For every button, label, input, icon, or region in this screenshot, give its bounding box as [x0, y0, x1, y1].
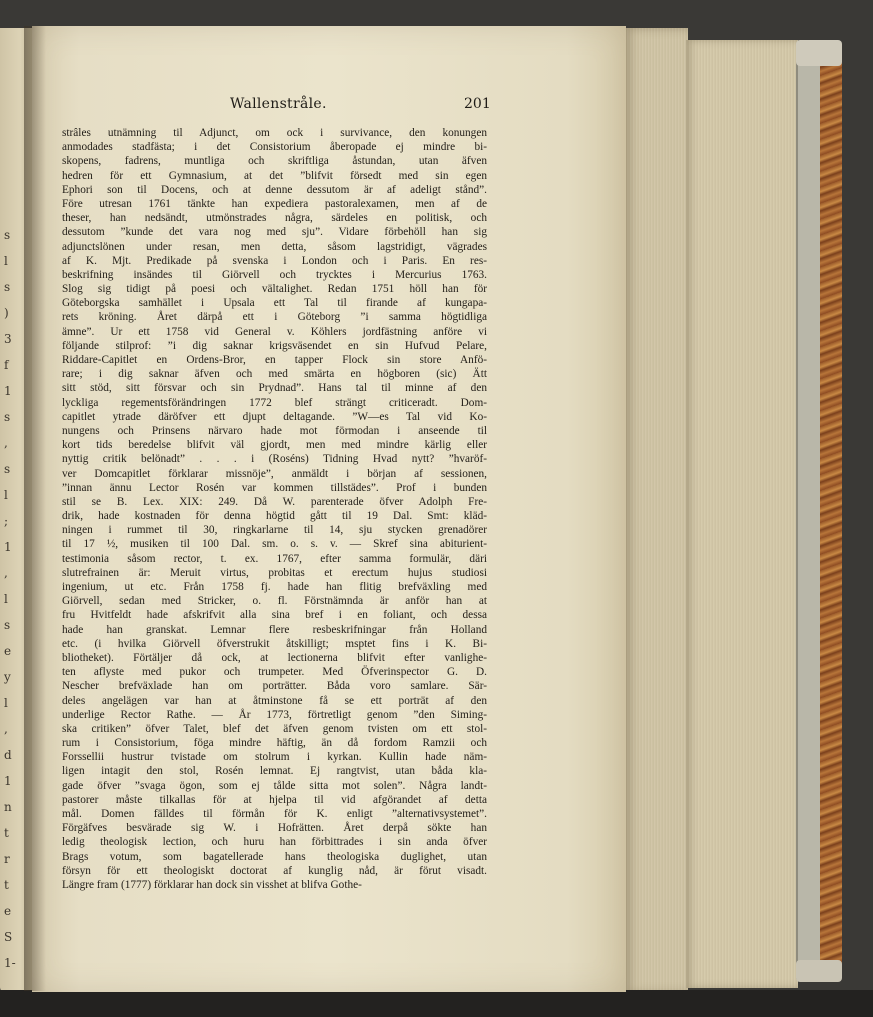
text-line: ver Domcapitlet förklarar missnöje”, anmäldt i början af sessionen,: [62, 467, 487, 480]
text-line: ”innan ännu Lector Rosén var kommen tillstädes”. Prof i bunden: [62, 481, 487, 494]
text-line: Riddare-Capitlet en Ordens-Bror, en tapper Flock sin store Anfö-: [62, 354, 487, 366]
margin-fragment: l: [4, 696, 8, 710]
text-line: adjunctslönen under resan, men detta, såsom lagstridigt, vägrades: [62, 240, 487, 253]
text-line: testimonia såsom rector, t. ex. 1767, efter samma formulär, däri: [62, 552, 487, 565]
margin-fragment: s: [4, 462, 11, 476]
margin-fragment: 1: [4, 384, 12, 398]
text-line: sitt stöd, sitt försvar och sin Prydnad”. Hans tal til minne af den: [62, 382, 487, 395]
text-line: Forssellii hustrur tvistade om stolrum i kyrkan. Kullin hade näm-: [62, 751, 487, 764]
text-line: ämne”. Ur ett 1758 vid General v. Köhlers jordfästning anföre vi: [62, 325, 487, 338]
text-line: skopens, fadrens, muntliga och skriftliga åstundan, utan äfven: [62, 155, 487, 168]
text-line: Giörvell, sedan med Stricker, o. fl. Förstnämnda är anför han at: [62, 595, 487, 608]
text-line: följande stilprof: ”i dig saknar krigsväsendet en sin Hufvud Pelare,: [62, 339, 487, 352]
margin-fragment: l: [4, 488, 8, 502]
table-surface: [0, 990, 873, 1017]
text-line: underlige Rector Rathe. — År 1773, förtretligt genom ”den Siming-: [62, 708, 487, 721]
page-gutter-shadow: [24, 26, 46, 991]
page-number: 201: [464, 96, 491, 112]
text-line: bliotheket). Förtäljer då ock, at lectionerna blifvit efter vanlighe-: [62, 651, 487, 664]
text-line: til 17 ½, musiken til 100 Dal. sm. o. s. v. — Skref sina abiturient-: [62, 538, 487, 551]
text-line: Slog sig tidigt på poesi och vältalighet. Redan 1751 höll han för: [62, 283, 487, 296]
margin-fragment: s: [4, 280, 11, 294]
margin-fragment: ;: [4, 514, 9, 528]
text-line: mål. Domen fälldes til förmån för K. enligt ”alternativsystemet”.: [62, 808, 487, 820]
margin-fragment: s: [4, 410, 11, 424]
text-line: stil se B. Lex. XIX: 249. Då W. parenterade öfver Adolph Fre-: [62, 495, 487, 508]
margin-fragment: l: [4, 592, 8, 606]
margin-fragment: e: [4, 904, 12, 918]
running-head: Wallenstråle.: [230, 96, 327, 112]
text-line: rare; i dig saknar äfven och med smärta en högboren (sic) Ätt: [62, 368, 487, 381]
page-edges: [624, 28, 688, 993]
margin-fragment: l: [4, 254, 8, 268]
body-text: [62, 126, 487, 892]
margin-fragment: 1: [4, 540, 12, 554]
text-line: rum i Consistorium, föga mindre häftig, än då fordom Ramzii och: [62, 737, 487, 750]
cover-corner-top: [796, 40, 842, 66]
text-line: etc. (i hvilka Giörvell öfverstrukit åtskilligt; msptet fins i K. Bi-: [62, 637, 487, 650]
text-line: beskrifning insändes til Giörvell och trycktes i Mercurius 1763.: [62, 268, 487, 281]
text-line: capitlet ytrade däröfver ett djupt deltagande. ”W—es Tal vid Ko-: [62, 410, 487, 423]
text-line: Göteborgska samhället i Upsala ett Tal til firande af kungapa-: [62, 297, 487, 310]
text-line: Ephori son til Docens, och at denne dessutom är af adeligt stånd”.: [62, 183, 487, 196]
text-line: deles angelägen var han at åtminstone få se ett porträt af den: [62, 694, 487, 707]
text-line: försyn för ett theologiskt doctorat af kunglig nåd, är förut visadt.: [62, 864, 487, 877]
text-line: theser, han nedsändt, utmönstrades några, särdeles en politisk, och: [62, 212, 487, 225]
text-line: pastorer måste tilkallas för at hjelpa til vid afgörandet af detta: [62, 793, 487, 806]
margin-fragment: 1: [4, 774, 12, 788]
marbled-cover-edge: [820, 60, 842, 975]
text-line: gade öfver ”svaga ögon, som ej tålde sitta mot solen”. Några landt-: [62, 779, 487, 792]
text-line: hedren för ett Gymnasium, at det ”blifvit försedt med sin egen: [62, 169, 487, 182]
text-line: ingenium, ut etc. Från 1758 fj. hade han flitig brefväxling med: [62, 581, 487, 593]
cover-corner-bottom: [796, 960, 842, 982]
text-line: af K. Mjt. Predikade på svenska i London och i Paris. En res-: [62, 254, 487, 267]
margin-fragment: d: [4, 748, 12, 762]
text-line: Före utresan 1761 tänkte han expediera pastoralexamen, men af de: [62, 197, 487, 210]
text-line: ledig theologisk lection, och huru han förbittrades i sin anda öfver: [62, 836, 487, 849]
page-edges-back: [686, 40, 798, 988]
text-line: ten aflyste med pukor och trumpeter. Med Öfverinspector G. D.: [62, 666, 487, 679]
text-line: hade han granskat. Lemnar flere resbeskrifningar från Holland: [62, 623, 487, 636]
text-line: nyttig critik belönadt” . . . i (Roséns) Tidning Hvad nytt? ”hvaröf-: [62, 453, 487, 466]
text-line: nungens och Prinsens närvaro hade mot förmodan i anseende til: [62, 424, 487, 437]
margin-fragment: S: [4, 930, 13, 944]
text-line: rets kröning. Året därpå ett i Göteborg ”i samma högtidliga: [62, 311, 487, 324]
text-line: Brags votum, som bagatellerade hans theologiska duglighet, utan: [62, 850, 487, 863]
text-line: lyckliga regementsförändringen 1772 blef strängt criticeradt. Dom-: [62, 396, 487, 409]
text-line: dessutom ”kunde det vara nog med sju”. Vidare förbehöll han sig: [62, 226, 487, 239]
margin-fragment: t: [4, 878, 9, 892]
text-line: Förgäfves besvärade sig W. i Hofrätten. Året derpå sökte han: [62, 822, 487, 835]
margin-fragment: ): [4, 306, 9, 320]
text-line: kort tids beredelse blifvit väl gjordt, men med mindre kärlig eller: [62, 439, 487, 452]
text-line: strâles utnämning til Adjunct, om ock i survivance, den konungen: [62, 127, 487, 139]
margin-fragment: n: [4, 800, 12, 814]
margin-fragment: f: [4, 358, 9, 372]
margin-fragment: 1-: [4, 956, 16, 970]
text-line: drik, hade kostnaden för denna högtid gått til 19 Dal. Smt: kläd-: [62, 510, 487, 523]
text-line: ningen i rummet til 30, ringkarlarne til 14, sju stycken grenadörer: [62, 524, 487, 537]
margin-fragment: ,: [4, 566, 8, 580]
text-line: anmodades stadfästa; i det Consistorium åberopade ej mindre bi-: [62, 141, 487, 154]
text-line: ska critiken” öfver Talet, blef det äfven genom tvisten om ett stol-: [62, 722, 487, 735]
text-line: Nescher brefväxlade han om porträtter. Båda voro samlare. Sär-: [62, 680, 487, 693]
text-line: Längre fram (1777) förklarar han dock sin visshet at blifva Gothe-: [62, 878, 362, 891]
margin-fragment: 3: [4, 332, 12, 346]
text-line: slutrefrainen är: Meruit virtus, probitas et erectum hujus studiosi: [62, 566, 487, 579]
margin-fragment: s: [4, 618, 11, 632]
margin-fragment: r: [4, 852, 10, 866]
text-line: ligen intagit den stol, Rosén lemnat. Ej rangtvist, utan båda kla-: [62, 765, 487, 778]
margin-fragment: y: [4, 670, 11, 684]
margin-fragment: ,: [4, 722, 8, 736]
text-line: fru Hvitfeldt hade afskrifvit alla sina bref i en foliant, och dessa: [62, 609, 487, 622]
margin-fragment: s: [4, 228, 11, 242]
margin-fragment: e: [4, 644, 12, 658]
margin-fragment: t: [4, 826, 9, 840]
margin-fragment: ,: [4, 436, 8, 450]
